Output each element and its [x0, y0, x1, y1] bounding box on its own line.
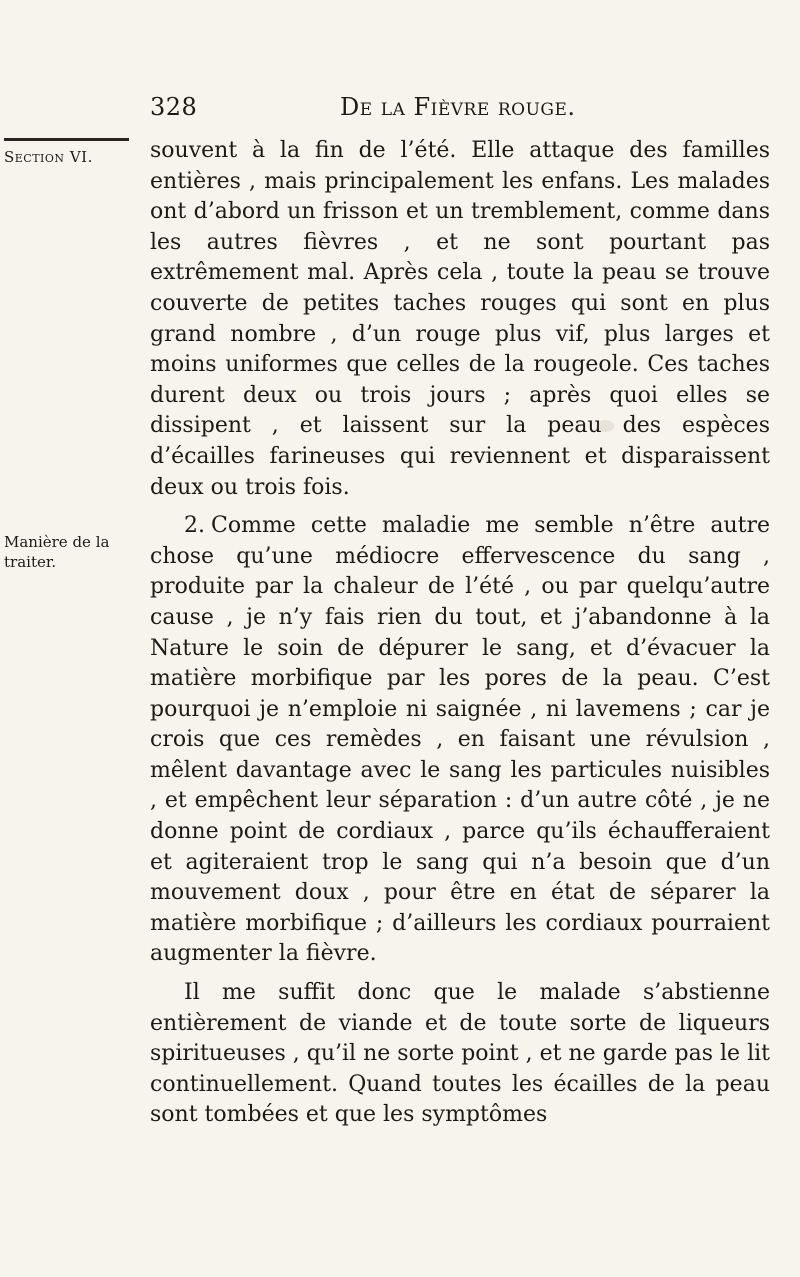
paragraph-3	[150, 978, 770, 1131]
paragraph-text: Comme cette maladie me semble n’être autre chose qu’une médiocre effervescence du sang , produite par la chaleur de l’été , ou par quelqu’autre cause , je n’y fais rien du tout, et j’abandonne à la Nature le soin de dépurer le sang, et d’évacuer la matière morbifique par les pores de la peau. C’est pourquoi je n’emploie ni saignée , ni lavemens ; car je crois que ces remèdes , en faisant une révulsion , mêlent davantage avec le sang les particules nuisibles , et empêchent leur séparation : d’un autre côté , je ne donne point de cordiaux , parce qu’ils échaufferaient et agiteraient trop le sang qui n’a besoin que d’un mouvement doux , pour être en état de séparer la matière morbifique ; d’ailleurs les cordiaux pourraient augmenter la fièvre.	[150, 513, 770, 967]
paragraph-2	[150, 511, 770, 970]
running-head	[150, 93, 770, 123]
paragraph-continuation	[150, 136, 770, 503]
body-text	[150, 136, 770, 1131]
paragraph-text: Il me suffit donc que le malade s’abstienne entièrement de viande et de toute sorte de liqueurs spiritueuses , qu’il ne sorte point , et ne garde pas le lit continuellement. Quand toutes les écailles de la peau sont tombées et que les symptômes	[150, 980, 770, 1128]
paragraph-text: souvent à la fin de l’été. Elle attaque des familles entières , mais principalement les enfans. Les malades ont d’abord un frisson et un tremblement, comme dans les autres fièvres , et ne sont pourtant pas extrêmement mal. Après cela , toute la peau se trouve couverte de petites taches rouges qui sont en plus grand nombre , d’un rouge plus vif, plus larges et moins uniformes que celles de la rougeole. Ces taches durent deux ou trois jours ; après quoi elles se dissipent , et laissent sur la peau des espèces d’écailles farineuses qui reviennent et disparaissent deux ou trois fois.	[150, 138, 770, 500]
paragraph-number: 2.	[184, 513, 205, 539]
page-number: 328	[150, 93, 198, 121]
section-rule	[4, 138, 129, 141]
section-marker	[4, 138, 144, 166]
section-label: Section VI.	[4, 148, 93, 166]
running-title: De la Fièvre rouge.	[340, 93, 576, 121]
margin-note: Manière de la traiter.	[4, 533, 110, 571]
ink-stain	[596, 420, 614, 432]
